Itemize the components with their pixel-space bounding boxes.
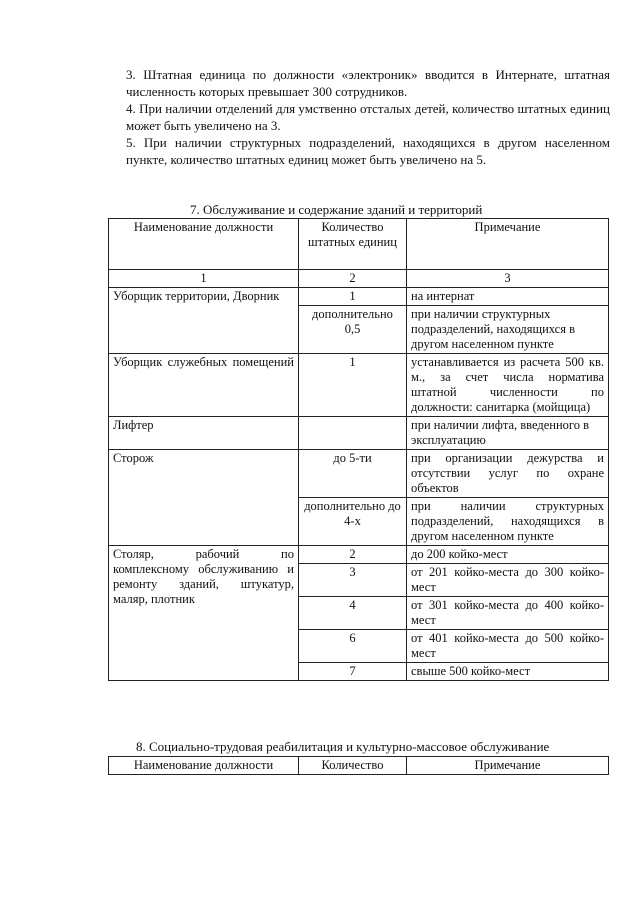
note-cell: свыше 500 койко-мест [407, 663, 609, 681]
note-cell: на интернат [407, 288, 609, 306]
position-name: Лифтер [109, 417, 299, 450]
header-note: Примечание [407, 757, 609, 775]
qty-cell [299, 417, 407, 450]
table-row [109, 417, 609, 450]
table-header-row [109, 757, 609, 775]
position-name: Уборщик служебных помещений [109, 354, 299, 417]
section-8-title: 8. Социально-трудовая реабилитация и культурно-массовое обслуживание [136, 739, 550, 754]
position-name: Уборщик территории, Дворник [109, 288, 299, 354]
table-row [109, 354, 609, 417]
table-row [109, 288, 609, 306]
note-cell: при организации дежурства и отсутствии услуг по охране объектов [407, 450, 609, 498]
position-name: Столяр, рабочий по комплексному обслуживанию и ремонту зданий, штукатур, маляр, плотник [109, 546, 299, 681]
qty-cell: дополнительно 0,5 [299, 306, 407, 354]
qty-cell: до 5-ти [299, 450, 407, 498]
qty-cell: 6 [299, 630, 407, 663]
column-number-3: 3 [407, 270, 609, 288]
note-cell: при наличии лифта, введенного в эксплуатацию [407, 417, 609, 450]
qty-cell: 3 [299, 564, 407, 597]
notes-block [126, 66, 610, 168]
note-4: 4. При наличии отделений для умственно отсталых детей, количество штатных единиц может быть увеличено на 3. [126, 101, 610, 133]
note-cell: при наличии структурных подразделений, находящихся в другом населенном пункте [407, 498, 609, 546]
qty-cell: 4 [299, 597, 407, 630]
header-name: Наименование должности [109, 219, 299, 270]
note-cell: при наличии структурных подразделений, находящихся в другом населенном пункте [407, 306, 609, 354]
qty-cell: 1 [299, 288, 407, 306]
section-8-table [108, 756, 609, 775]
note-3: 3. Штатная единица по должности «электроник» вводится в Интернате, штатная численность которых превышает 300 сотрудников. [126, 67, 610, 99]
note-5: 5. При наличии структурных подразделений, находящихся в другом населенном пункте, количество штатных единиц может быть увеличено на 5. [126, 135, 610, 167]
note-cell: от 201 койко-места до 300 койко-мест [407, 564, 609, 597]
header-name: Наименование должности [109, 757, 299, 775]
table-row [109, 270, 609, 288]
note-cell: от 301 койко-места до 400 койко-мест [407, 597, 609, 630]
header-qty: Количество [299, 757, 407, 775]
qty-cell: 1 [299, 354, 407, 417]
table-row [109, 546, 609, 564]
qty-cell: 2 [299, 546, 407, 564]
header-note: Примечание [407, 219, 609, 270]
note-cell: устанавливается из расчета 500 кв. м., за счет числа норматива штатной численности по должности: санитарка (мойщица) [407, 354, 609, 417]
header-qty: Количество штатных единиц [299, 219, 407, 270]
qty-cell: 7 [299, 663, 407, 681]
position-name: Сторож [109, 450, 299, 546]
column-number-1: 1 [109, 270, 299, 288]
table-row [109, 450, 609, 498]
note-cell: до 200 койко-мест [407, 546, 609, 564]
section-7-title: 7. Обслуживание и содержание зданий и территорий [190, 202, 483, 217]
table-header-row [109, 219, 609, 270]
note-cell: от 401 койко-места до 500 койко-мест [407, 630, 609, 663]
section-7-table [108, 218, 609, 681]
column-number-2: 2 [299, 270, 407, 288]
qty-cell: дополнительно до 4-х [299, 498, 407, 546]
